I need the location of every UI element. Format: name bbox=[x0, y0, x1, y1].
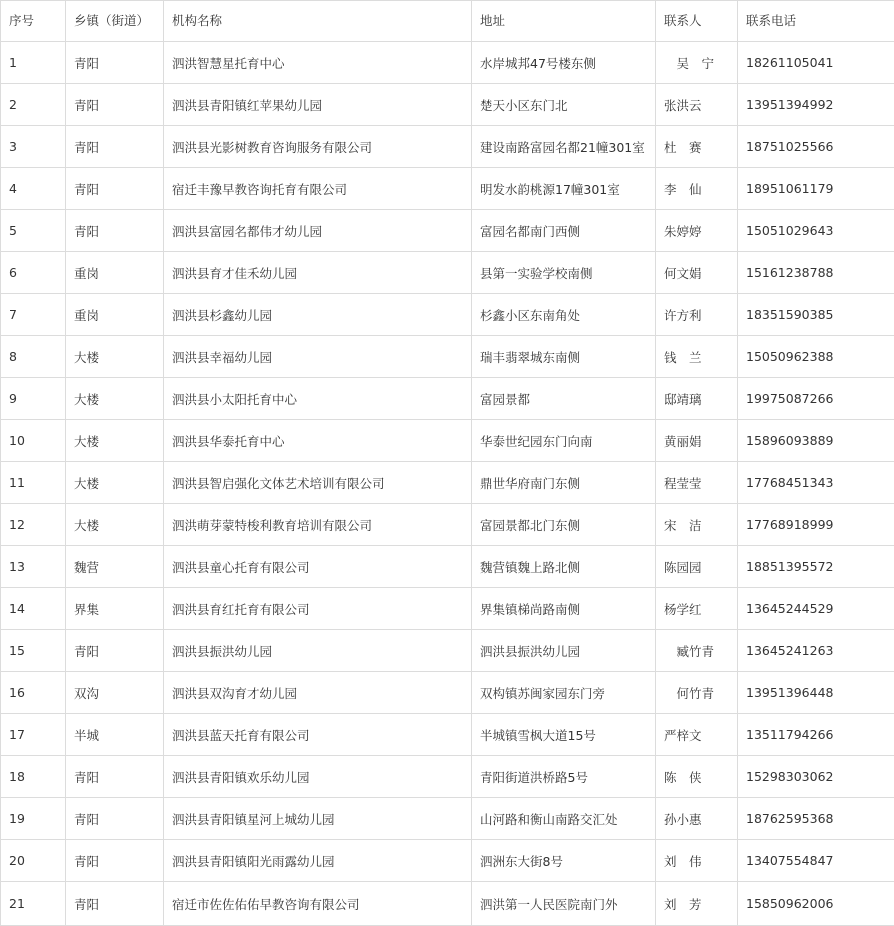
cell-contact-person: 钱 兰 bbox=[656, 336, 738, 378]
header-index: 序号 bbox=[1, 1, 66, 42]
cell-index: 3 bbox=[1, 126, 66, 168]
cell-institution-name: 泗洪县幸福幼儿园 bbox=[164, 336, 472, 378]
header-town: 乡镇（街道） bbox=[66, 1, 164, 42]
cell-address: 山河路和衡山南路交汇处 bbox=[472, 798, 656, 840]
cell-phone: 17768918999 bbox=[738, 504, 894, 546]
cell-index: 2 bbox=[1, 84, 66, 126]
cell-address: 建设南路富园名都21幢301室 bbox=[472, 126, 656, 168]
table-row bbox=[1, 42, 894, 84]
cell-contact-person: 刘 芳 bbox=[656, 882, 738, 926]
cell-town: 重岗 bbox=[66, 252, 164, 294]
cell-institution-name: 泗洪智慧星托育中心 bbox=[164, 42, 472, 84]
cell-address: 楚天小区东门北 bbox=[472, 84, 656, 126]
cell-phone: 15051029643 bbox=[738, 210, 894, 252]
table-row bbox=[1, 84, 894, 126]
cell-town: 青阳 bbox=[66, 630, 164, 672]
cell-address: 县第一实验学校南侧 bbox=[472, 252, 656, 294]
cell-phone: 18951061179 bbox=[738, 168, 894, 210]
cell-phone: 15161238788 bbox=[738, 252, 894, 294]
cell-institution-name: 泗洪县青阳镇阳光雨露幼儿园 bbox=[164, 840, 472, 882]
cell-contact-person: 许方利 bbox=[656, 294, 738, 336]
cell-index: 21 bbox=[1, 882, 66, 926]
cell-address: 泗洲东大街8号 bbox=[472, 840, 656, 882]
cell-contact-person: 吴 宁 bbox=[656, 42, 738, 84]
table-header bbox=[1, 1, 894, 42]
cell-index: 17 bbox=[1, 714, 66, 756]
table-row bbox=[1, 504, 894, 546]
table-row bbox=[1, 546, 894, 588]
cell-contact-person: 刘 伟 bbox=[656, 840, 738, 882]
cell-index: 6 bbox=[1, 252, 66, 294]
cell-contact-person: 程莹莹 bbox=[656, 462, 738, 504]
cell-institution-name: 泗洪县富园名都伟才幼儿园 bbox=[164, 210, 472, 252]
cell-town: 青阳 bbox=[66, 756, 164, 798]
cell-town: 重岗 bbox=[66, 294, 164, 336]
cell-institution-name: 泗洪萌芽蒙特梭利教育培训有限公司 bbox=[164, 504, 472, 546]
cell-phone: 15050962388 bbox=[738, 336, 894, 378]
cell-phone: 18851395572 bbox=[738, 546, 894, 588]
cell-institution-name: 宿迁丰豫早教咨询托育有限公司 bbox=[164, 168, 472, 210]
cell-institution-name: 泗洪县华泰托育中心 bbox=[164, 420, 472, 462]
cell-index: 4 bbox=[1, 168, 66, 210]
table-row bbox=[1, 672, 894, 714]
table-row bbox=[1, 336, 894, 378]
cell-town: 青阳 bbox=[66, 168, 164, 210]
cell-town: 大楼 bbox=[66, 420, 164, 462]
cell-contact-person: 何文娟 bbox=[656, 252, 738, 294]
header-row bbox=[1, 1, 894, 42]
cell-index: 9 bbox=[1, 378, 66, 420]
cell-address: 双构镇苏闽家园东门旁 bbox=[472, 672, 656, 714]
cell-phone: 15298303062 bbox=[738, 756, 894, 798]
cell-address: 半城镇雪枫大道15号 bbox=[472, 714, 656, 756]
cell-address: 青阳街道洪桥路5号 bbox=[472, 756, 656, 798]
cell-institution-name: 泗洪县振洪幼儿园 bbox=[164, 630, 472, 672]
cell-town: 青阳 bbox=[66, 882, 164, 926]
cell-phone: 13645241263 bbox=[738, 630, 894, 672]
cell-town: 青阳 bbox=[66, 798, 164, 840]
cell-institution-name: 泗洪县双沟育才幼儿园 bbox=[164, 672, 472, 714]
table-row bbox=[1, 294, 894, 336]
cell-address: 富园名都南门西侧 bbox=[472, 210, 656, 252]
cell-address: 华泰世纪园东门向南 bbox=[472, 420, 656, 462]
cell-index: 13 bbox=[1, 546, 66, 588]
table-row bbox=[1, 378, 894, 420]
cell-index: 20 bbox=[1, 840, 66, 882]
cell-contact-person: 陈 侠 bbox=[656, 756, 738, 798]
cell-address: 魏营镇魏上路北侧 bbox=[472, 546, 656, 588]
cell-phone: 13511794266 bbox=[738, 714, 894, 756]
cell-index: 10 bbox=[1, 420, 66, 462]
table-row bbox=[1, 840, 894, 882]
cell-index: 1 bbox=[1, 42, 66, 84]
cell-institution-name: 泗洪县智启强化文体艺术培训有限公司 bbox=[164, 462, 472, 504]
cell-contact-person: 严梓文 bbox=[656, 714, 738, 756]
cell-town: 青阳 bbox=[66, 210, 164, 252]
cell-town: 青阳 bbox=[66, 84, 164, 126]
cell-town: 界集 bbox=[66, 588, 164, 630]
cell-town: 半城 bbox=[66, 714, 164, 756]
table-row bbox=[1, 210, 894, 252]
table-row bbox=[1, 168, 894, 210]
cell-address: 杉鑫小区东南角处 bbox=[472, 294, 656, 336]
cell-phone: 18762595368 bbox=[738, 798, 894, 840]
cell-contact-person: 陈园园 bbox=[656, 546, 738, 588]
cell-index: 18 bbox=[1, 756, 66, 798]
cell-address: 界集镇梯尚路南侧 bbox=[472, 588, 656, 630]
table-row bbox=[1, 462, 894, 504]
cell-institution-name: 泗洪县青阳镇星河上城幼儿园 bbox=[164, 798, 472, 840]
table-body bbox=[1, 42, 894, 926]
table-row bbox=[1, 714, 894, 756]
cell-contact-person: 黄丽娟 bbox=[656, 420, 738, 462]
cell-institution-name: 泗洪县青阳镇红苹果幼儿园 bbox=[164, 84, 472, 126]
cell-phone: 15850962006 bbox=[738, 882, 894, 926]
cell-address: 泗洪第一人民医院南门外 bbox=[472, 882, 656, 926]
cell-town: 双沟 bbox=[66, 672, 164, 714]
table-row bbox=[1, 798, 894, 840]
header-institution-name: 机构名称 bbox=[164, 1, 472, 42]
cell-address: 明发水韵桃源17幢301室 bbox=[472, 168, 656, 210]
cell-town: 大楼 bbox=[66, 336, 164, 378]
cell-phone: 13645244529 bbox=[738, 588, 894, 630]
cell-institution-name: 泗洪县育红托育有限公司 bbox=[164, 588, 472, 630]
cell-contact-person: 邸靖璃 bbox=[656, 378, 738, 420]
cell-phone: 13951394992 bbox=[738, 84, 894, 126]
table-row bbox=[1, 252, 894, 294]
cell-institution-name: 宿迁市佐佐佑佑早教咨询有限公司 bbox=[164, 882, 472, 926]
cell-address: 富园景都 bbox=[472, 378, 656, 420]
cell-institution-name: 泗洪县童心托育有限公司 bbox=[164, 546, 472, 588]
cell-contact-person: 孙小惠 bbox=[656, 798, 738, 840]
cell-index: 19 bbox=[1, 798, 66, 840]
cell-institution-name: 泗洪县光影树教育咨询服务有限公司 bbox=[164, 126, 472, 168]
table-row bbox=[1, 882, 894, 926]
cell-index: 12 bbox=[1, 504, 66, 546]
cell-contact-person: 宋 洁 bbox=[656, 504, 738, 546]
table-row bbox=[1, 756, 894, 798]
table-row bbox=[1, 588, 894, 630]
cell-index: 5 bbox=[1, 210, 66, 252]
cell-contact-person: 臧竹青 bbox=[656, 630, 738, 672]
cell-phone: 19975087266 bbox=[738, 378, 894, 420]
table-row bbox=[1, 630, 894, 672]
cell-phone: 18751025566 bbox=[738, 126, 894, 168]
cell-town: 青阳 bbox=[66, 42, 164, 84]
header-address: 地址 bbox=[472, 1, 656, 42]
table-row bbox=[1, 420, 894, 462]
cell-index: 7 bbox=[1, 294, 66, 336]
cell-address: 水岸城邦47号楼东侧 bbox=[472, 42, 656, 84]
cell-address: 富园景都北门东侧 bbox=[472, 504, 656, 546]
cell-institution-name: 泗洪县青阳镇欢乐幼儿园 bbox=[164, 756, 472, 798]
table-row bbox=[1, 126, 894, 168]
cell-index: 14 bbox=[1, 588, 66, 630]
cell-address: 瑞丰翡翠城东南侧 bbox=[472, 336, 656, 378]
cell-contact-person: 李 仙 bbox=[656, 168, 738, 210]
cell-town: 大楼 bbox=[66, 462, 164, 504]
cell-town: 大楼 bbox=[66, 504, 164, 546]
cell-index: 16 bbox=[1, 672, 66, 714]
cell-institution-name: 泗洪县育才佳禾幼儿园 bbox=[164, 252, 472, 294]
header-phone: 联系电话 bbox=[738, 1, 894, 42]
header-contact-person: 联系人 bbox=[656, 1, 738, 42]
cell-town: 青阳 bbox=[66, 840, 164, 882]
cell-address: 泗洪县振洪幼儿园 bbox=[472, 630, 656, 672]
cell-town: 青阳 bbox=[66, 126, 164, 168]
cell-town: 大楼 bbox=[66, 378, 164, 420]
cell-phone: 18351590385 bbox=[738, 294, 894, 336]
cell-institution-name: 泗洪县小太阳托育中心 bbox=[164, 378, 472, 420]
cell-institution-name: 泗洪县蓝天托育有限公司 bbox=[164, 714, 472, 756]
cell-contact-person: 张洪云 bbox=[656, 84, 738, 126]
cell-contact-person: 何竹青 bbox=[656, 672, 738, 714]
cell-phone: 18261105041 bbox=[738, 42, 894, 84]
cell-index: 11 bbox=[1, 462, 66, 504]
cell-contact-person: 杨学红 bbox=[656, 588, 738, 630]
cell-address: 鼎世华府南门东侧 bbox=[472, 462, 656, 504]
cell-phone: 15896093889 bbox=[738, 420, 894, 462]
cell-contact-person: 朱婷婷 bbox=[656, 210, 738, 252]
cell-phone: 13951396448 bbox=[738, 672, 894, 714]
cell-institution-name: 泗洪县杉鑫幼儿园 bbox=[164, 294, 472, 336]
cell-phone: 13407554847 bbox=[738, 840, 894, 882]
cell-contact-person: 杜 赛 bbox=[656, 126, 738, 168]
cell-town: 魏营 bbox=[66, 546, 164, 588]
cell-phone: 17768451343 bbox=[738, 462, 894, 504]
cell-index: 8 bbox=[1, 336, 66, 378]
cell-index: 15 bbox=[1, 630, 66, 672]
